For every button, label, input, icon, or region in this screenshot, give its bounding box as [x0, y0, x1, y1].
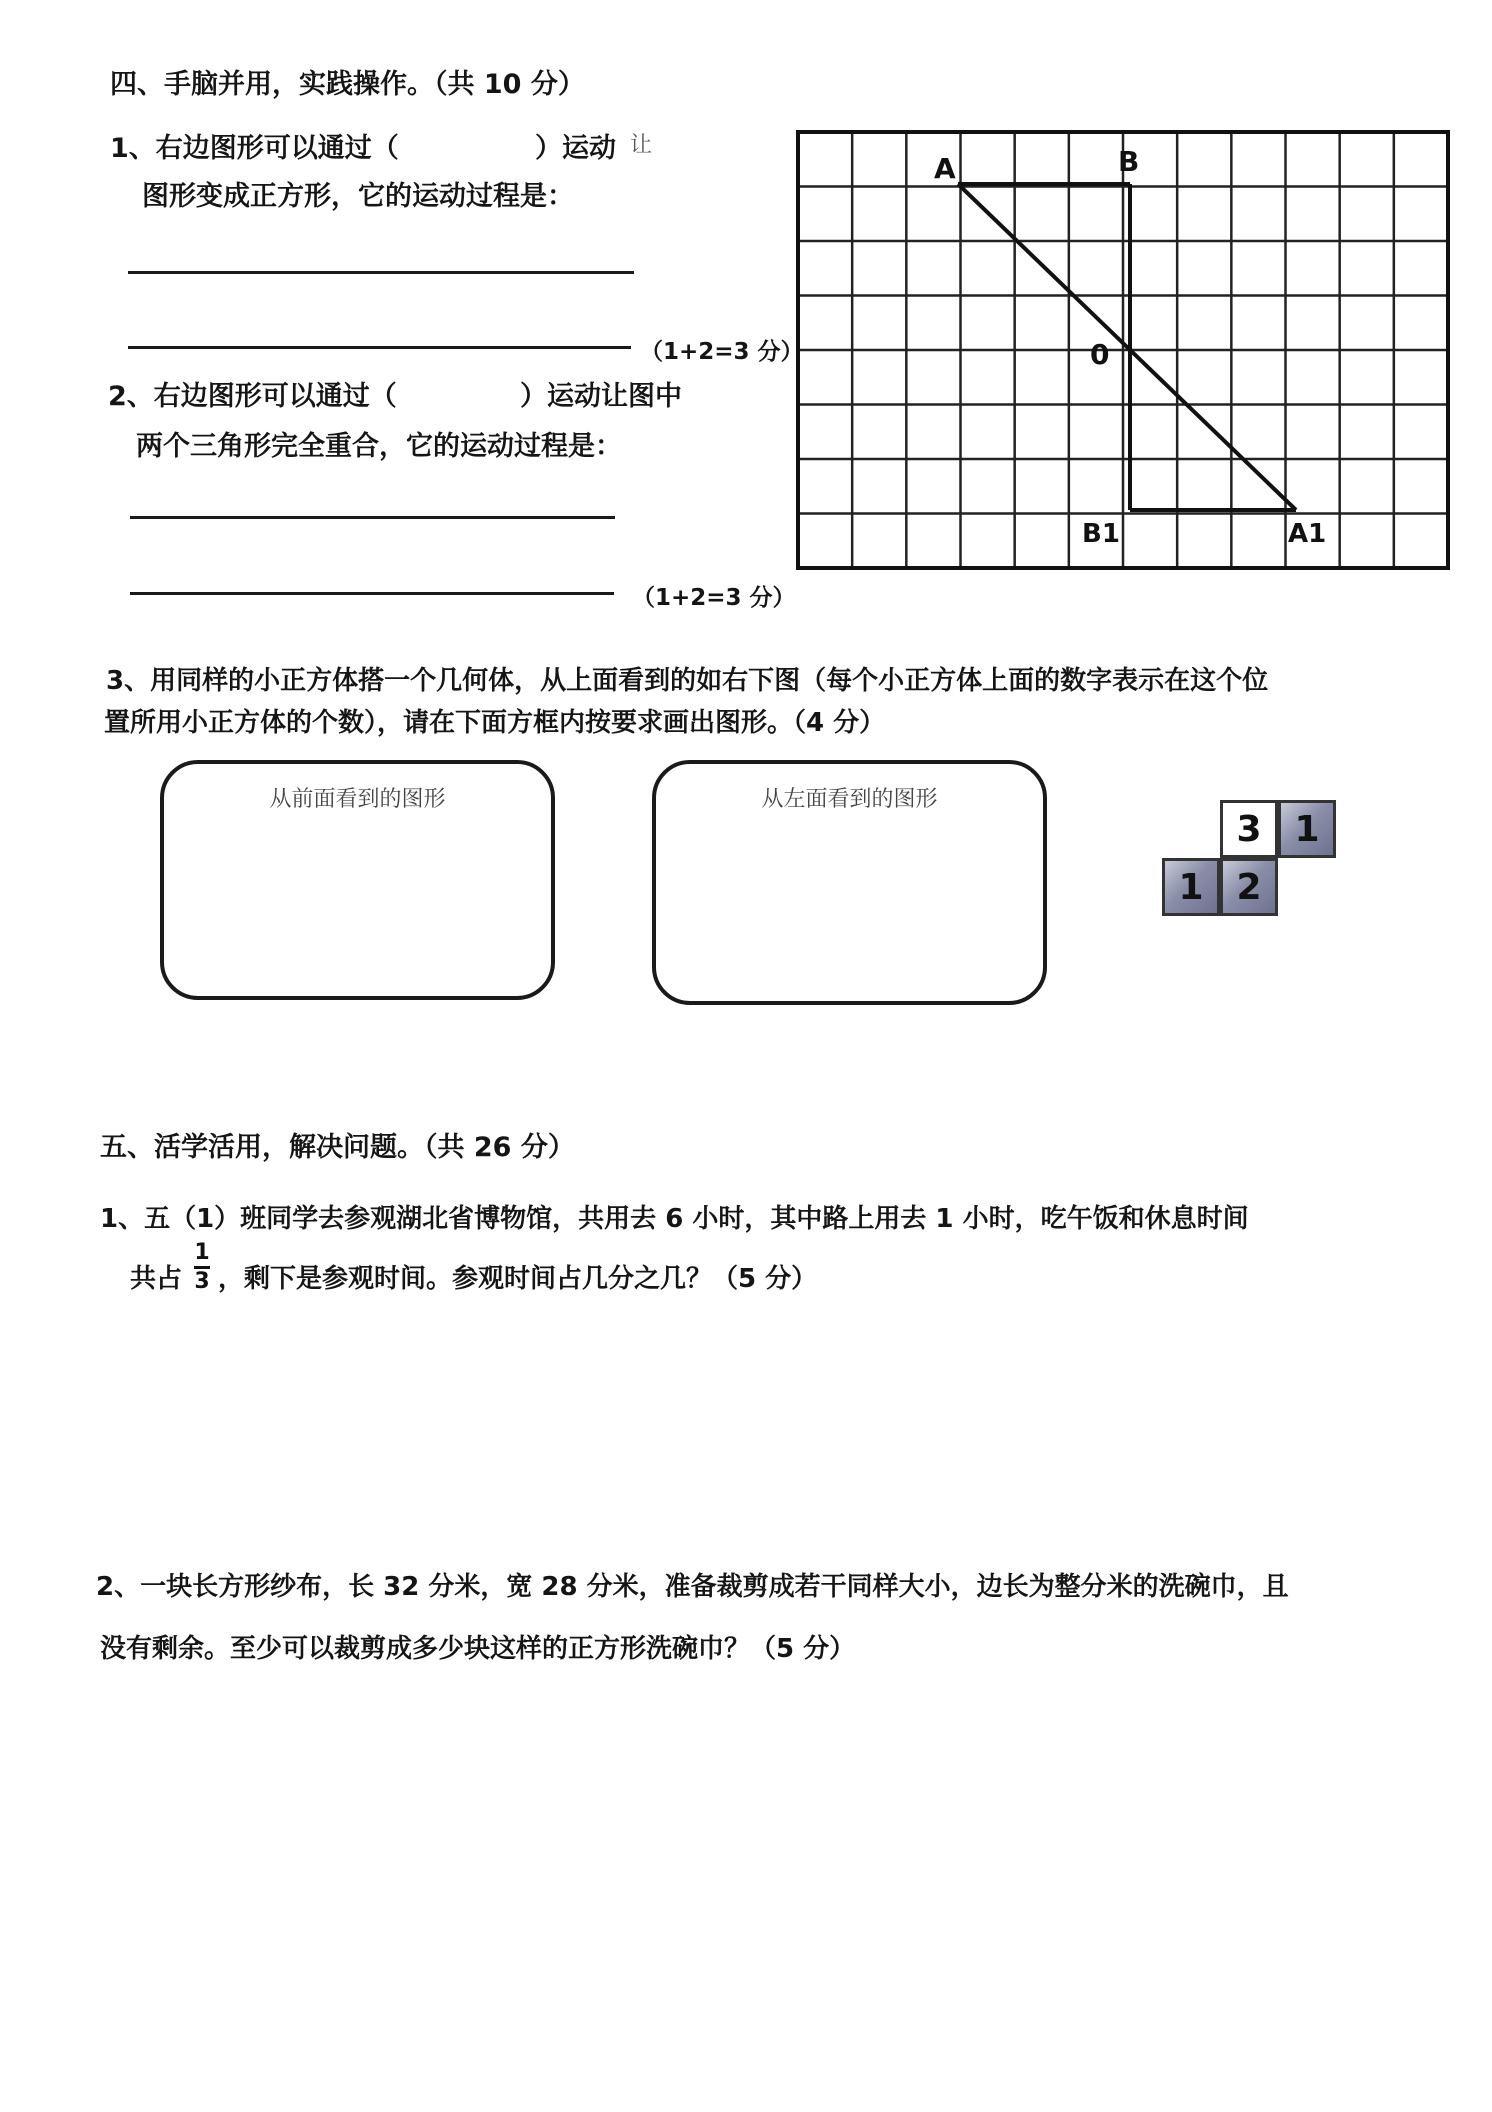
q2-score: （1+2=3 分）: [632, 585, 796, 611]
q1-answer-line-1: [128, 271, 634, 274]
left-view-label: 从左面看到的图形: [761, 787, 938, 812]
cube-bottom-right: 2: [1220, 858, 1278, 916]
front-view-label: 从前面看到的图形: [269, 787, 446, 812]
q2-answer-line-2: [130, 592, 614, 595]
front-view-box[interactable]: [160, 760, 555, 1000]
q2-line2: 两个三角形完全重合，它的运动过程是：: [136, 431, 622, 462]
cube-top-left: 3: [1220, 800, 1278, 858]
label-b: B: [1118, 145, 1140, 178]
grid-figure: [790, 126, 1460, 576]
q1-line2: 图形变成正方形，它的运动过程是：: [142, 181, 574, 212]
cube-bottom-left: 1: [1162, 858, 1220, 916]
top-view-figure: [1158, 800, 1338, 930]
fraction-one-third: [194, 1242, 210, 1293]
q2-line1-prefix: 2、右边图形可以通过（: [108, 381, 397, 412]
q1-line1-prefix: 1、右边图形可以通过（: [110, 133, 399, 164]
q1-line1-suffix: ）运动: [535, 133, 616, 164]
left-view-box[interactable]: [652, 760, 1047, 1005]
label-o: 0: [1090, 338, 1110, 371]
diagonal-a-a1: [958, 184, 1296, 510]
s5-q1-line2-prefix: 共占: [130, 1264, 183, 1294]
fraction-denominator: 3: [194, 1269, 210, 1294]
q1-score: （1+2=3 分）: [640, 339, 804, 365]
s5-q1-line2-suffix: ，剩下是参观时间。参观时间占几分之几？（5 分）: [218, 1264, 818, 1294]
q3-line1: 3、用同样的小正方体搭一个几何体，从上面看到的如右下图（每个小正方体上面的数字表示在这个位: [106, 666, 1269, 696]
q1-answer-line-2: [128, 346, 631, 349]
cube-top-right: 1: [1278, 800, 1336, 858]
s5-q1-line1: 1、五（1）班同学去参观湖北省博物馆，共用去 6 小时，其中路上用去 1 小时，吃午饭和休息时间: [100, 1204, 1249, 1234]
label-a: A: [934, 152, 956, 185]
s5-q2-line1: 2、一块长方形纱布，长 32 分米，宽 28 分米，准备裁剪成若干同样大小，边长为整分米的洗碗巾，且: [96, 1572, 1289, 1602]
q3-line2: 置所用小正方体的个数），请在下面方框内按要求画出图形。（4 分）: [104, 708, 886, 738]
q2-line1-suffix: ）运动让图中: [520, 381, 682, 412]
label-a1: A1: [1288, 519, 1327, 549]
label-b1: B1: [1082, 519, 1120, 549]
q2-answer-line-1: [130, 516, 615, 519]
section-4-title: 四、手脑并用，实践操作。（共 10 分）: [110, 69, 585, 100]
section-5-title: 五、活学活用，解决问题。（共 26 分）: [100, 1132, 575, 1163]
s5-q2-line2: 没有剩余。至少可以裁剪成多少块这样的正方形洗碗巾？（5 分）: [100, 1634, 856, 1664]
q1-line1-tail: 让: [630, 133, 653, 158]
fraction-numerator: 1: [194, 1240, 210, 1265]
